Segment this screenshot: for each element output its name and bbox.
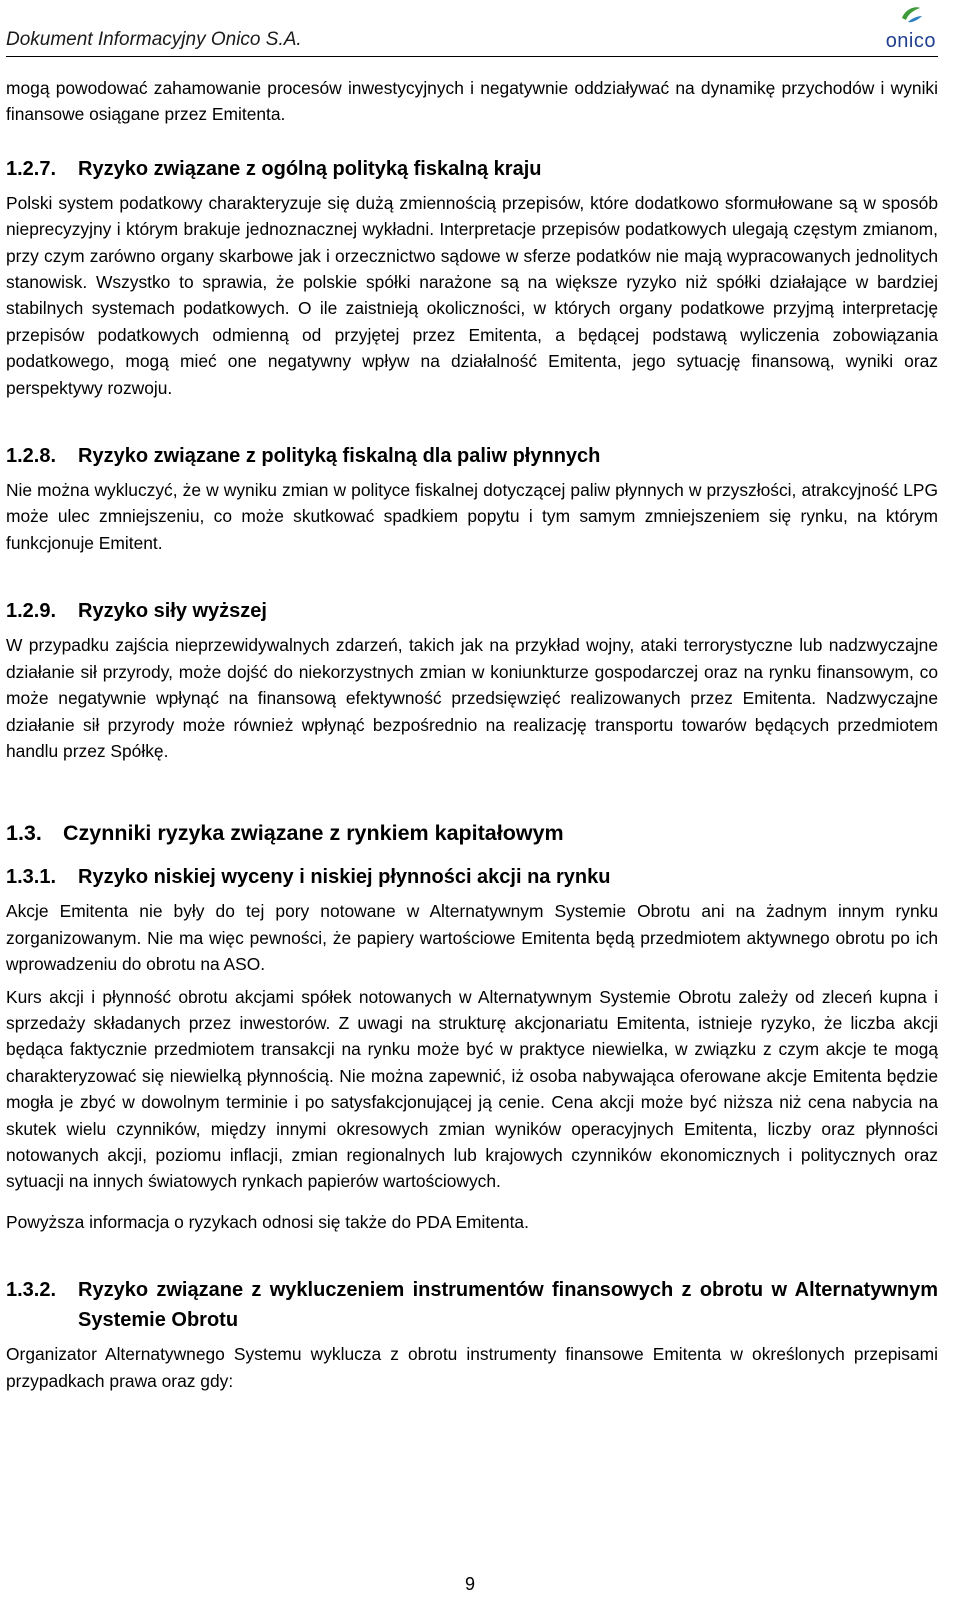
section-title: Ryzyko niskiej wyceny i niskiej płynności akcji na rynku — [78, 866, 611, 889]
paragraph: W przypadku zajścia nieprzewidywalnych zdarzeń, takich jak na przykład wojny, ataki terrorystyczne lub nadzwyczajne działanie sił przyrody, może dojść do niekorzystnych zmian w koniunkturze gospodarczej oraz na rynku finansowym, co może negatywnie wpłynąć na finansową efektywność przedsięwzięć realizowanych przez Emitenta. Nadzwyczajne działanie sił przyrody może również wpłynąć bezpośrednio na realizację transportu towarów będących przedmiotem handlu przez Spółkę. — [6, 635, 938, 761]
section-heading-1-3-1 — [6, 862, 938, 892]
section-heading-1-2-8 — [6, 441, 938, 471]
section-number: 1.3. — [6, 821, 42, 846]
page-header — [6, 0, 938, 57]
paragraph: mogą powodować zahamowanie procesów inwestycyjnych i negatywnie oddziaływać na dynamikę przychodów i wyniki finansowe osiągane przez Emitenta. — [6, 78, 938, 125]
section-title: Czynniki ryzyka związane z rynkiem kapitałowym — [63, 821, 564, 846]
onico-logo — [878, 4, 938, 52]
page-number: 9 — [464, 1574, 475, 1594]
paragraph: Nie można wykluczyć, że w wyniku zmian w polityce fiskalnej dotyczącej paliw płynnych w przyszłości, atrakcyjność LPG może ulec zmniejszeniu, co może skutkować spadkiem popytu i tym samym zmniejszeniem się rynku, na którym funkcjonuje Emitent. — [6, 480, 938, 553]
section-number: 1.2.8. — [6, 445, 57, 468]
logo-text: onico — [885, 30, 936, 52]
paragraph: Akcje Emitenta nie były do tej pory notowane w Alternatywnym Systemie Obrotu ani na żadnym innym rynku zorganizowanym. Nie ma więc pewności, że papiery wartościowe Emitenta będą przedmiotem aktywnego obrotu po ich wprowadzeniu do obrotu na ASO. — [6, 901, 938, 975]
section-number: 1.3.1. — [6, 866, 57, 889]
section-title: Ryzyko siły wyższej — [78, 600, 267, 623]
section-number: 1.2.9. — [6, 600, 57, 623]
section-number: 1.3.2. — [6, 1279, 57, 1302]
section-title: Ryzyko związane z polityką fiskalną dla paliw płynnych — [78, 445, 601, 468]
onico-leaf-logo-icon — [898, 4, 924, 26]
section-title: Ryzyko związane z wykluczeniem instrumentów finansowych z obrotu w Alternatywnym Systemie Obrotu — [78, 1279, 938, 1332]
document-title: Dokument Informacyjny Onico S.A. — [6, 29, 302, 50]
paragraph: Powyższa informacja o ryzykach odnosi się także do PDA Emitenta. — [6, 1211, 529, 1232]
section-heading-1-2-7 — [6, 154, 938, 184]
paragraph: Organizator Alternatywnego Systemu wyklucza z obrotu instrumenty finansowe Emitenta w określonych przepisami przypadkach prawa oraz gdy: — [6, 1344, 938, 1391]
section-title: Ryzyko związane z ogólną polityką fiskalną kraju — [78, 157, 542, 180]
section-number: 1.2.7. — [6, 157, 57, 180]
paragraph: Kurs akcji i płynność obrotu akcjami spółek notowanych w Alternatywnym Systemie Obrotu zależy od zleceń kupna i sprzedaży składanych przez inwestorów. Z uwagi na strukturę akcjonariatu Emitenta, istnieje ryzyko, że liczba akcji będąca faktycznie przedmiotem transakcji na rynku może być w praktyce niewielka, w związku z czym akcje te mogą charakteryzować się niewielką płynnością. Nie można zapewnić, iż osoba nabywająca oferowane akcje Emitenta będzie mogła je zbyć w dowolnym terminie i po satysfakcjonującej ją cenie. Cena akcji może być niższa niż cena nabycia na skutek wielu czynników, między innymi okresowych zmian wyników operacyjnych Emitenta, liczby oraz płynności notowanych akcji, poziomu inflacji, zmian regionalnych lub krajowych czynników ekonomicznych i politycznych oraz sytuacji na innych światowych rynkach papierów wartościowych. — [6, 986, 938, 1192]
section-heading-1-3-2 — [6, 1275, 938, 1335]
paragraph: Polski system podatkowy charakteryzuje się dużą zmiennością przepisów, które dodatkowo sformułowane są w sposób nieprecyzyjny i którym brakuje jednoznacznej wykładni. Interpretacje przepisów podatkowych ulegają częstym zmianom, przy czym zarówno organy skarbowe jak i orzecznictwo sądowe w sferze podatków nie mają wypracowanych jednolitych stanowisk. Wszystko to sprawia, że polskie spółki narażone są na większe ryzyko niż spółki działające w bardziej stabilnych systemach podatkowych. O ile zaistnieją okoliczności, w których organy podatkowe przyjmą interpretację przepisów podatkowych odmienną od przyjętej przez Emitenta, a będącej podstawą wyliczenia zobowiązania podatkowego, mogą mieć one negatywny wpływ na działalność Emitenta, jego sytuację finansową, wyniki oraz perspektywy rozwoju. — [6, 192, 938, 398]
section-heading-1-3 — [6, 818, 938, 848]
document-body — [6, 75, 938, 1394]
section-heading-1-2-9 — [6, 596, 938, 626]
